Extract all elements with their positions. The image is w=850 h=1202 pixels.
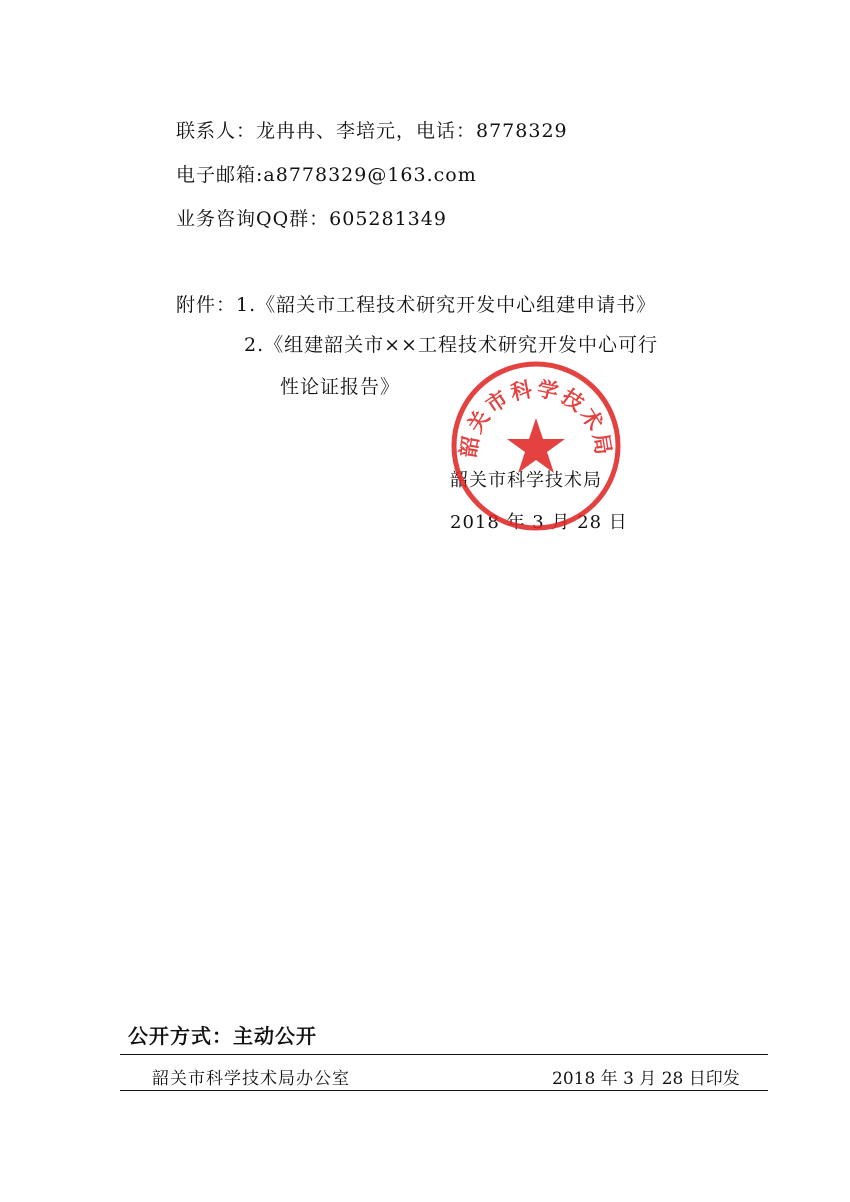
contact-line: 联系人：龙冉冉、李培元，电话：8778329 <box>176 120 568 142</box>
footer-rule-top <box>120 1054 768 1055</box>
issuing-office: 韶关市科学技术局办公室 <box>152 1069 350 1089</box>
email-line: 电子邮箱:a8778329@163.com <box>176 164 477 186</box>
attachment-item-2: 2.《组建韶关市××工程技术研究开发中心可行 <box>244 334 658 356</box>
qq-group-line: 业务咨询QQ群：605281349 <box>176 208 447 230</box>
seal-text-path: 韶关市科学技术局 <box>455 375 617 460</box>
print-date: 2018 年 3 月 28 日印发 <box>552 1069 740 1089</box>
star-icon <box>507 418 565 473</box>
signature-date: 2018 年 3 月 28 日 <box>450 512 628 533</box>
attachment-item-1: 附件：1.《韶关市工程技术研究开发中心组建申请书》 <box>176 294 657 316</box>
disclosure-method: 公开方式：主动公开 <box>128 1024 317 1048</box>
signature-organization: 韶关市科学技术局 <box>450 470 602 491</box>
official-seal <box>450 360 622 532</box>
attachment-item-2-continued: 性论证报告》 <box>280 376 401 398</box>
footer-rule-bottom <box>120 1090 768 1091</box>
